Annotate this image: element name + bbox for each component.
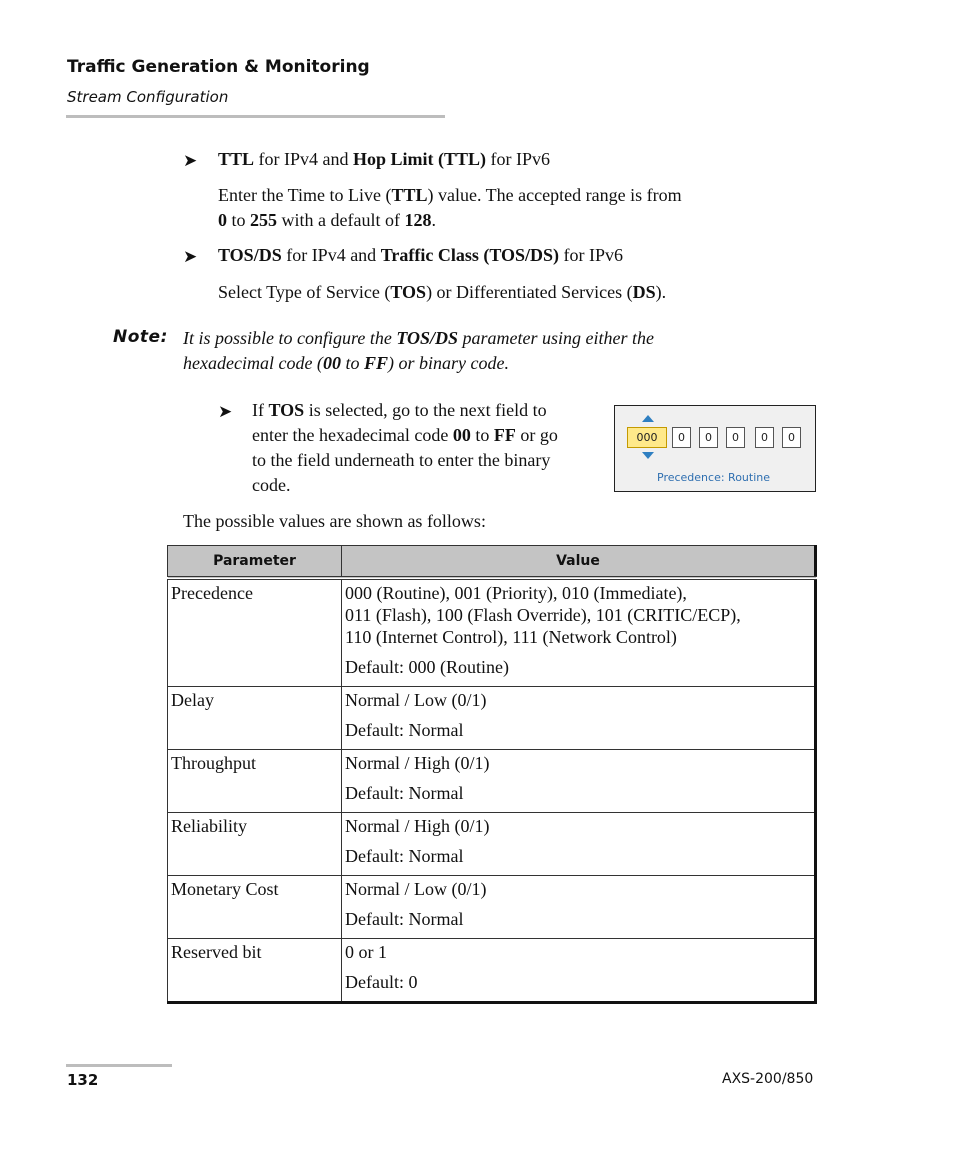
desc-text: Enter the Time to Live ( xyxy=(218,185,392,205)
bullet-text: If xyxy=(252,400,269,420)
parameter-cell: Reliability xyxy=(168,813,342,876)
ttl-term: TTL xyxy=(218,149,255,169)
tos-field-widget xyxy=(614,405,816,492)
bullet-text: or go xyxy=(515,425,558,445)
default-value: Default: 0 xyxy=(345,972,418,992)
table-row xyxy=(168,750,816,813)
binary-bit-field[interactable]: 0 xyxy=(699,427,718,448)
column-header-parameter: Parameter xyxy=(168,546,342,579)
note-segment: It is possible to configure the xyxy=(183,328,397,348)
value-cell xyxy=(342,750,816,813)
desc-bold: TTL xyxy=(391,185,428,205)
binary-bit-field[interactable]: 0 xyxy=(755,427,774,448)
value-line: 000 (Routine), 001 (Priority), 010 (Immediate), xyxy=(345,583,687,603)
table-row xyxy=(168,687,816,750)
traffic-class-term: Traffic Class (TOS/DS) xyxy=(380,245,560,265)
bullet-text: to xyxy=(470,425,494,445)
value-cell xyxy=(342,939,816,1003)
desc-bold: DS xyxy=(632,282,656,302)
decrement-arrow-icon[interactable] xyxy=(642,452,654,459)
bullet-text: for IPv4 and xyxy=(281,245,381,265)
value-line: Normal / Low (0/1) xyxy=(345,690,487,710)
table-row xyxy=(168,578,816,687)
increment-arrow-icon[interactable] xyxy=(642,415,654,422)
note-bold: FF xyxy=(363,353,388,373)
default-value: Default: 000 (Routine) xyxy=(345,657,509,677)
desc-text: ) value. The accepted range is from xyxy=(427,185,682,205)
ttl-description xyxy=(218,183,778,233)
binary-bit-field[interactable]: 0 xyxy=(672,427,691,448)
possible-values-intro: The possible values are shown as follows: xyxy=(183,511,486,531)
table-header-row xyxy=(168,546,816,579)
binary-bit-field[interactable]: 0 xyxy=(726,427,745,448)
table-row xyxy=(168,939,816,1003)
note-segment: to xyxy=(340,353,364,373)
note-segment: parameter using either the xyxy=(458,328,654,348)
footer-divider xyxy=(66,1064,172,1067)
hex-code-field[interactable]: 000 xyxy=(627,427,667,448)
table-row xyxy=(168,876,816,939)
default-value: Default: Normal xyxy=(345,846,464,866)
page-header-subtitle: Stream Configuration xyxy=(67,88,229,106)
value-line: Normal / Low (0/1) xyxy=(345,879,487,899)
value-line: Normal / High (0/1) xyxy=(345,816,490,836)
note-segment: hexadecimal code ( xyxy=(183,353,323,373)
note-bold: TOS/DS xyxy=(396,328,459,348)
page-header-title: Traffic Generation & Monitoring xyxy=(67,57,370,77)
arrow-bullet-icon: ➤ xyxy=(183,151,198,170)
note-text xyxy=(183,326,783,376)
desc-text: with a default of xyxy=(277,210,405,230)
bullet-text: to the field underneath to enter the binary xyxy=(252,450,551,470)
value-cell xyxy=(342,876,816,939)
desc-text: to xyxy=(227,210,251,230)
desc-text: ). xyxy=(655,282,667,302)
tos-ds-term: TOS/DS xyxy=(218,245,282,265)
arrow-bullet-icon: ➤ xyxy=(218,402,233,421)
tos-description xyxy=(218,280,666,305)
bullet-text: enter the hexadecimal code xyxy=(252,425,453,445)
parameter-cell: Reserved bit xyxy=(168,939,342,1003)
hop-limit-term: Hop Limit (TTL) xyxy=(353,149,487,169)
bullet-bold: 00 xyxy=(452,425,471,445)
default-value: Default: Normal xyxy=(345,720,464,740)
bullet-bold: FF xyxy=(493,425,516,445)
parameter-cell: Monetary Cost xyxy=(168,876,342,939)
value-line: 110 (Internet Control), 111 (Network Control) xyxy=(345,627,677,647)
value-cell xyxy=(342,813,816,876)
desc-bold: TOS xyxy=(390,282,427,302)
column-header-value: Value xyxy=(342,546,816,579)
value-line: 0 or 1 xyxy=(345,942,387,962)
desc-text: ) or Differentiated Services ( xyxy=(426,282,633,302)
note-label: Note: xyxy=(113,327,168,347)
bullet-text: is selected, go to the next field to xyxy=(304,400,547,420)
desc-bold: 128 xyxy=(404,210,432,230)
parameter-cell: Precedence xyxy=(168,578,342,687)
value-cell xyxy=(342,578,816,687)
product-name: AXS-200/850 xyxy=(722,1071,814,1087)
parameter-cell: Throughput xyxy=(168,750,342,813)
value-line: Normal / High (0/1) xyxy=(345,753,490,773)
parameter-cell: Delay xyxy=(168,687,342,750)
desc-text: Select Type of Service ( xyxy=(218,282,391,302)
bullet-text: for IPv6 xyxy=(486,149,551,169)
bullet-text: for IPv4 and xyxy=(254,149,354,169)
arrow-bullet-icon: ➤ xyxy=(183,247,198,266)
bullet-bold: TOS xyxy=(268,400,305,420)
bullet-text: for IPv6 xyxy=(559,245,624,265)
page-number: 132 xyxy=(67,1071,99,1089)
desc-bold: 255 xyxy=(250,210,278,230)
binary-bit-field[interactable]: 0 xyxy=(782,427,801,448)
value-line: 011 (Flash), 100 (Flash Override), 101 (CRITIC/ECP), xyxy=(345,605,741,625)
precedence-label: Precedence: Routine xyxy=(657,471,771,484)
note-segment: ) or binary code. xyxy=(387,353,509,373)
default-value: Default: Normal xyxy=(345,783,464,803)
tos-values-table xyxy=(167,545,817,1004)
bullet-text: code. xyxy=(252,475,291,495)
desc-text: . xyxy=(431,210,436,230)
default-value: Default: Normal xyxy=(345,909,464,929)
table-row xyxy=(168,813,816,876)
value-cell xyxy=(342,687,816,750)
header-divider xyxy=(66,115,445,118)
desc-bold: 0 xyxy=(218,210,227,230)
note-bold: 00 xyxy=(322,353,341,373)
